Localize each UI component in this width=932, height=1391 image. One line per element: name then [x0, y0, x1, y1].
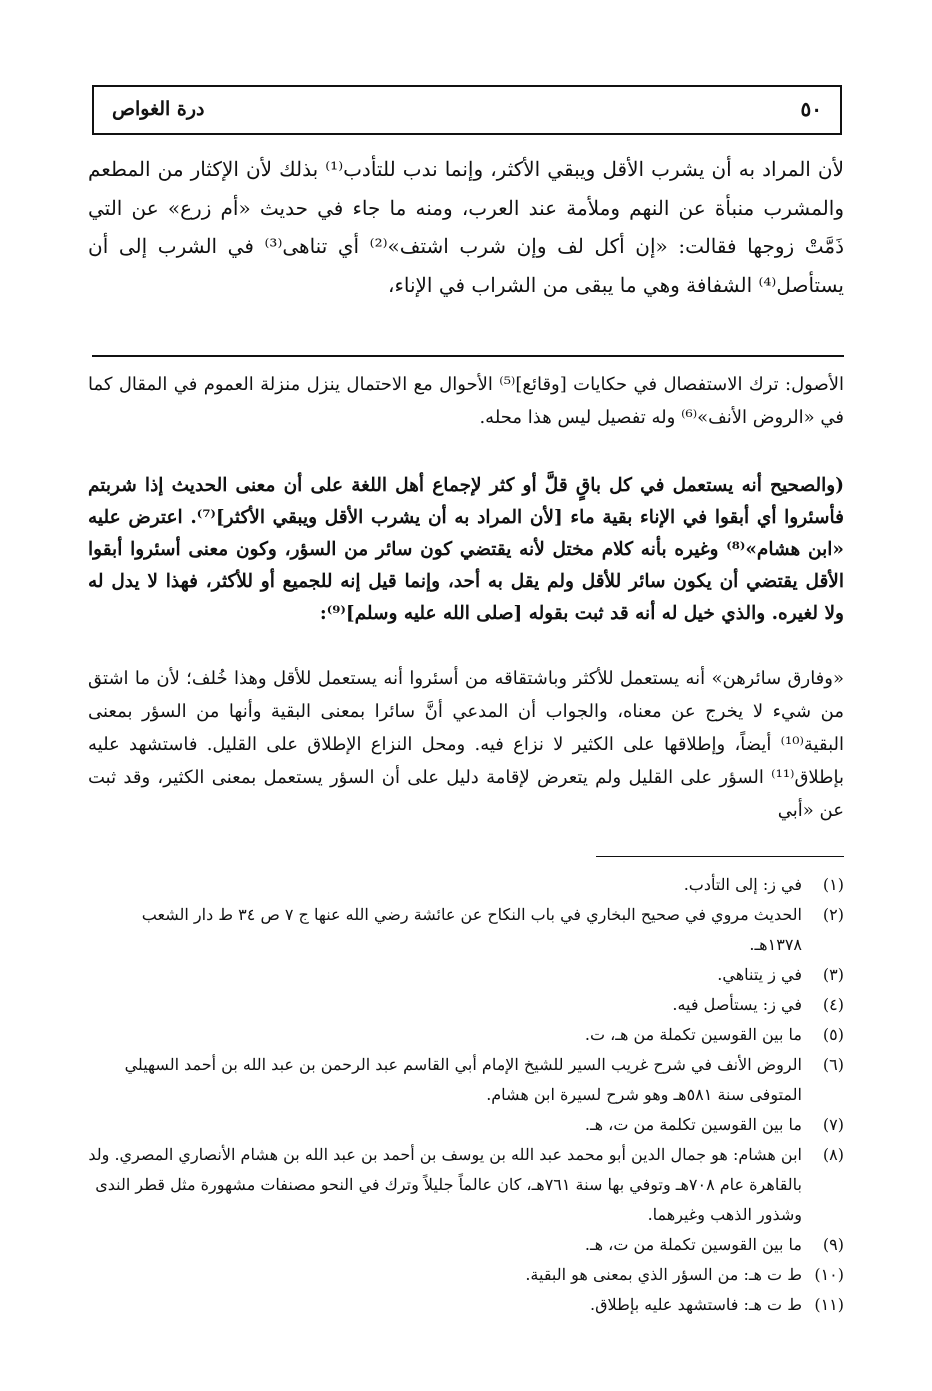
- book-title: درة الغواص: [112, 98, 205, 120]
- footnote-item: [88, 1230, 844, 1260]
- footnote-item: [88, 1110, 844, 1140]
- footnote-item: [88, 960, 844, 990]
- page-header: [92, 85, 842, 135]
- footnote-item: [88, 870, 844, 900]
- bold-quoted-text: (والصحيح أنه يستعمل في كل باقٍ قلَّ أو كثر لإجماع أهل اللغة على أن معنى الحديث إذا شربتم فأسئروا أي أبقوا في الإناء بقية ماء [لأن المراد به أن يشرب الأقل ويبقي الأكثر]⁽⁷⁾. اعترض عليه «ابن هشام»⁽⁸⁾ وغيره بأنه كلام مختل لأنه يقتضي كون سائر من السؤر، وكون معنى أسئروا أبقوا الأقل يقتضي أن يكون سائر للأقل ولم يقل به أحد، وإنما قيل إنه للجميع أو للأكثر، فهذا لا يدل له ولا لغيره. والذي خيل له أنه قد ثبت بقوله [صلى الله عليه وسلم]⁽⁹⁾:: [88, 475, 844, 624]
- footnote-number: (٥): [822, 1025, 844, 1044]
- footnote-divider: [596, 856, 844, 857]
- footnote-text: ما بين القوسين تكلمة من ت، هـ.: [584, 1115, 802, 1134]
- footnote-item: [88, 900, 844, 960]
- footnote-text: ما بين القوسين تكملة من ت، هـ.: [584, 1235, 802, 1254]
- footnote-text: الحديث مروي في صحيح البخاري في باب النكاح عن عائشة رضي الله عنها ج ٧ ص ٣٤ ط دار الشعب ١٣٧٨هـ.: [141, 905, 802, 954]
- footnote-number: (٧): [822, 1115, 844, 1134]
- footnote-number: (١٠): [814, 1265, 844, 1284]
- footnote-number: (٦): [822, 1055, 844, 1074]
- footnote-item: [88, 1050, 844, 1110]
- footnote-number: (١١): [814, 1295, 844, 1314]
- commentary-paragraph: الأصول: ترك الاستفصال في حكايات [وقائع]⁽⁵⁾ الأحوال مع الاحتمال ينزل منزلة العموم في المقال كما في «الروض الأنف»⁽⁶⁾ وله تفصيل ليس هذا محله.: [88, 374, 844, 428]
- footnote-item: [88, 1290, 844, 1320]
- footnote-number: (٤): [822, 995, 844, 1014]
- footnote-text: في ز: إلى التأدب.: [683, 875, 802, 894]
- footnote-number: (١): [822, 875, 844, 894]
- footnote-text: في ز يتناهي.: [717, 965, 802, 984]
- footnote-item: [88, 1020, 844, 1050]
- footnote-text: ابن هشام: هو جمال الدين أبو محمد عبد الله بن يوسف بن أحمد بن عبد الله بن هشام الأنصاري المصري. ولد بالقاهرة عام ٧٠٨هـ وتوفي بها سنة ٧٦١هـ، كان عالماً جليلاً وترك في النحو مصنفات مشهورة مثل قطر الندى وشذور الذهب وغيرهما.: [88, 1145, 802, 1224]
- main-text-paragraph-1: لأن المراد به أن يشرب الأقل ويبقي الأكثر، وإنما ندب للتأدب⁽¹⁾ بذلك لأن الإكثار من المطعم والمشرب منبأة عن النهم وملأمة عند العرب، ومنه ما جاء في حديث «أم زرع» عن التي ذَمَّتْ زوجها فقالت: «إن أكل لف وإن شرب اشتف»⁽²⁾ أي تناهى⁽³⁾ في الشرب إلى أن يستأصل⁽⁴⁾ الشفافة وهي ما يبقى من الشراب في الإناء،: [88, 157, 845, 297]
- main-text-paragraph-2: «وفارق سائرهن» أنه يستعمل للأكثر وباشتقاقه من أسئروا أنه يستعمل للأقل وهذا خُلف؛ لأن ما اشتق من شيء لا يخرج عن معناه، والجواب أن المدعي أنَّ سائرا بمعنى البقية وأنها من السؤر بمعنى البقية⁽¹⁰⁾ أيضاً، وإطلاقها على الكثير لا نزاع فيه. ومحل النزاع الإطلاق على القليل. فاستشهد عليه بإطلاق⁽¹¹⁾ السؤر على القليل ولم يتعرض لإقامة دليل على أن السؤر يستعمل بمعنى الكثير، وقد ثبت عن «أبي: [88, 668, 844, 821]
- footnote-text: ط ت هـ: من السؤر الذي بمعنى هو البقية.: [525, 1265, 802, 1284]
- page-number: ٥٠: [800, 97, 822, 121]
- footnote-number: (٣): [822, 965, 844, 984]
- footnote-text: ط ت هـ: فاستشهد عليه بإطلاق.: [590, 1295, 802, 1314]
- footnote-text: في ز: يستأصل فيه.: [672, 995, 802, 1014]
- footnote-item: [88, 1140, 844, 1230]
- footnote-text: ما بين القوسين تكملة من هـ، ت.: [584, 1025, 802, 1044]
- footnotes-list: [88, 870, 844, 1320]
- footnote-number: (٢): [822, 905, 844, 924]
- footnote-item: [88, 990, 844, 1020]
- footnote-text: الروض الأنف في شرح غريب السير للشيخ الإمام أبي القاسم عبد الرحمن بن عبد الله بن أحمد السهيلي المتوفى سنة ٥٨١هـ وهو شرح لسيرة ابن هشام.: [124, 1055, 802, 1104]
- footnote-number: (٩): [822, 1235, 844, 1254]
- section-divider: [92, 355, 844, 357]
- footnote-number: (٨): [822, 1145, 844, 1164]
- footnote-item: [88, 1260, 844, 1290]
